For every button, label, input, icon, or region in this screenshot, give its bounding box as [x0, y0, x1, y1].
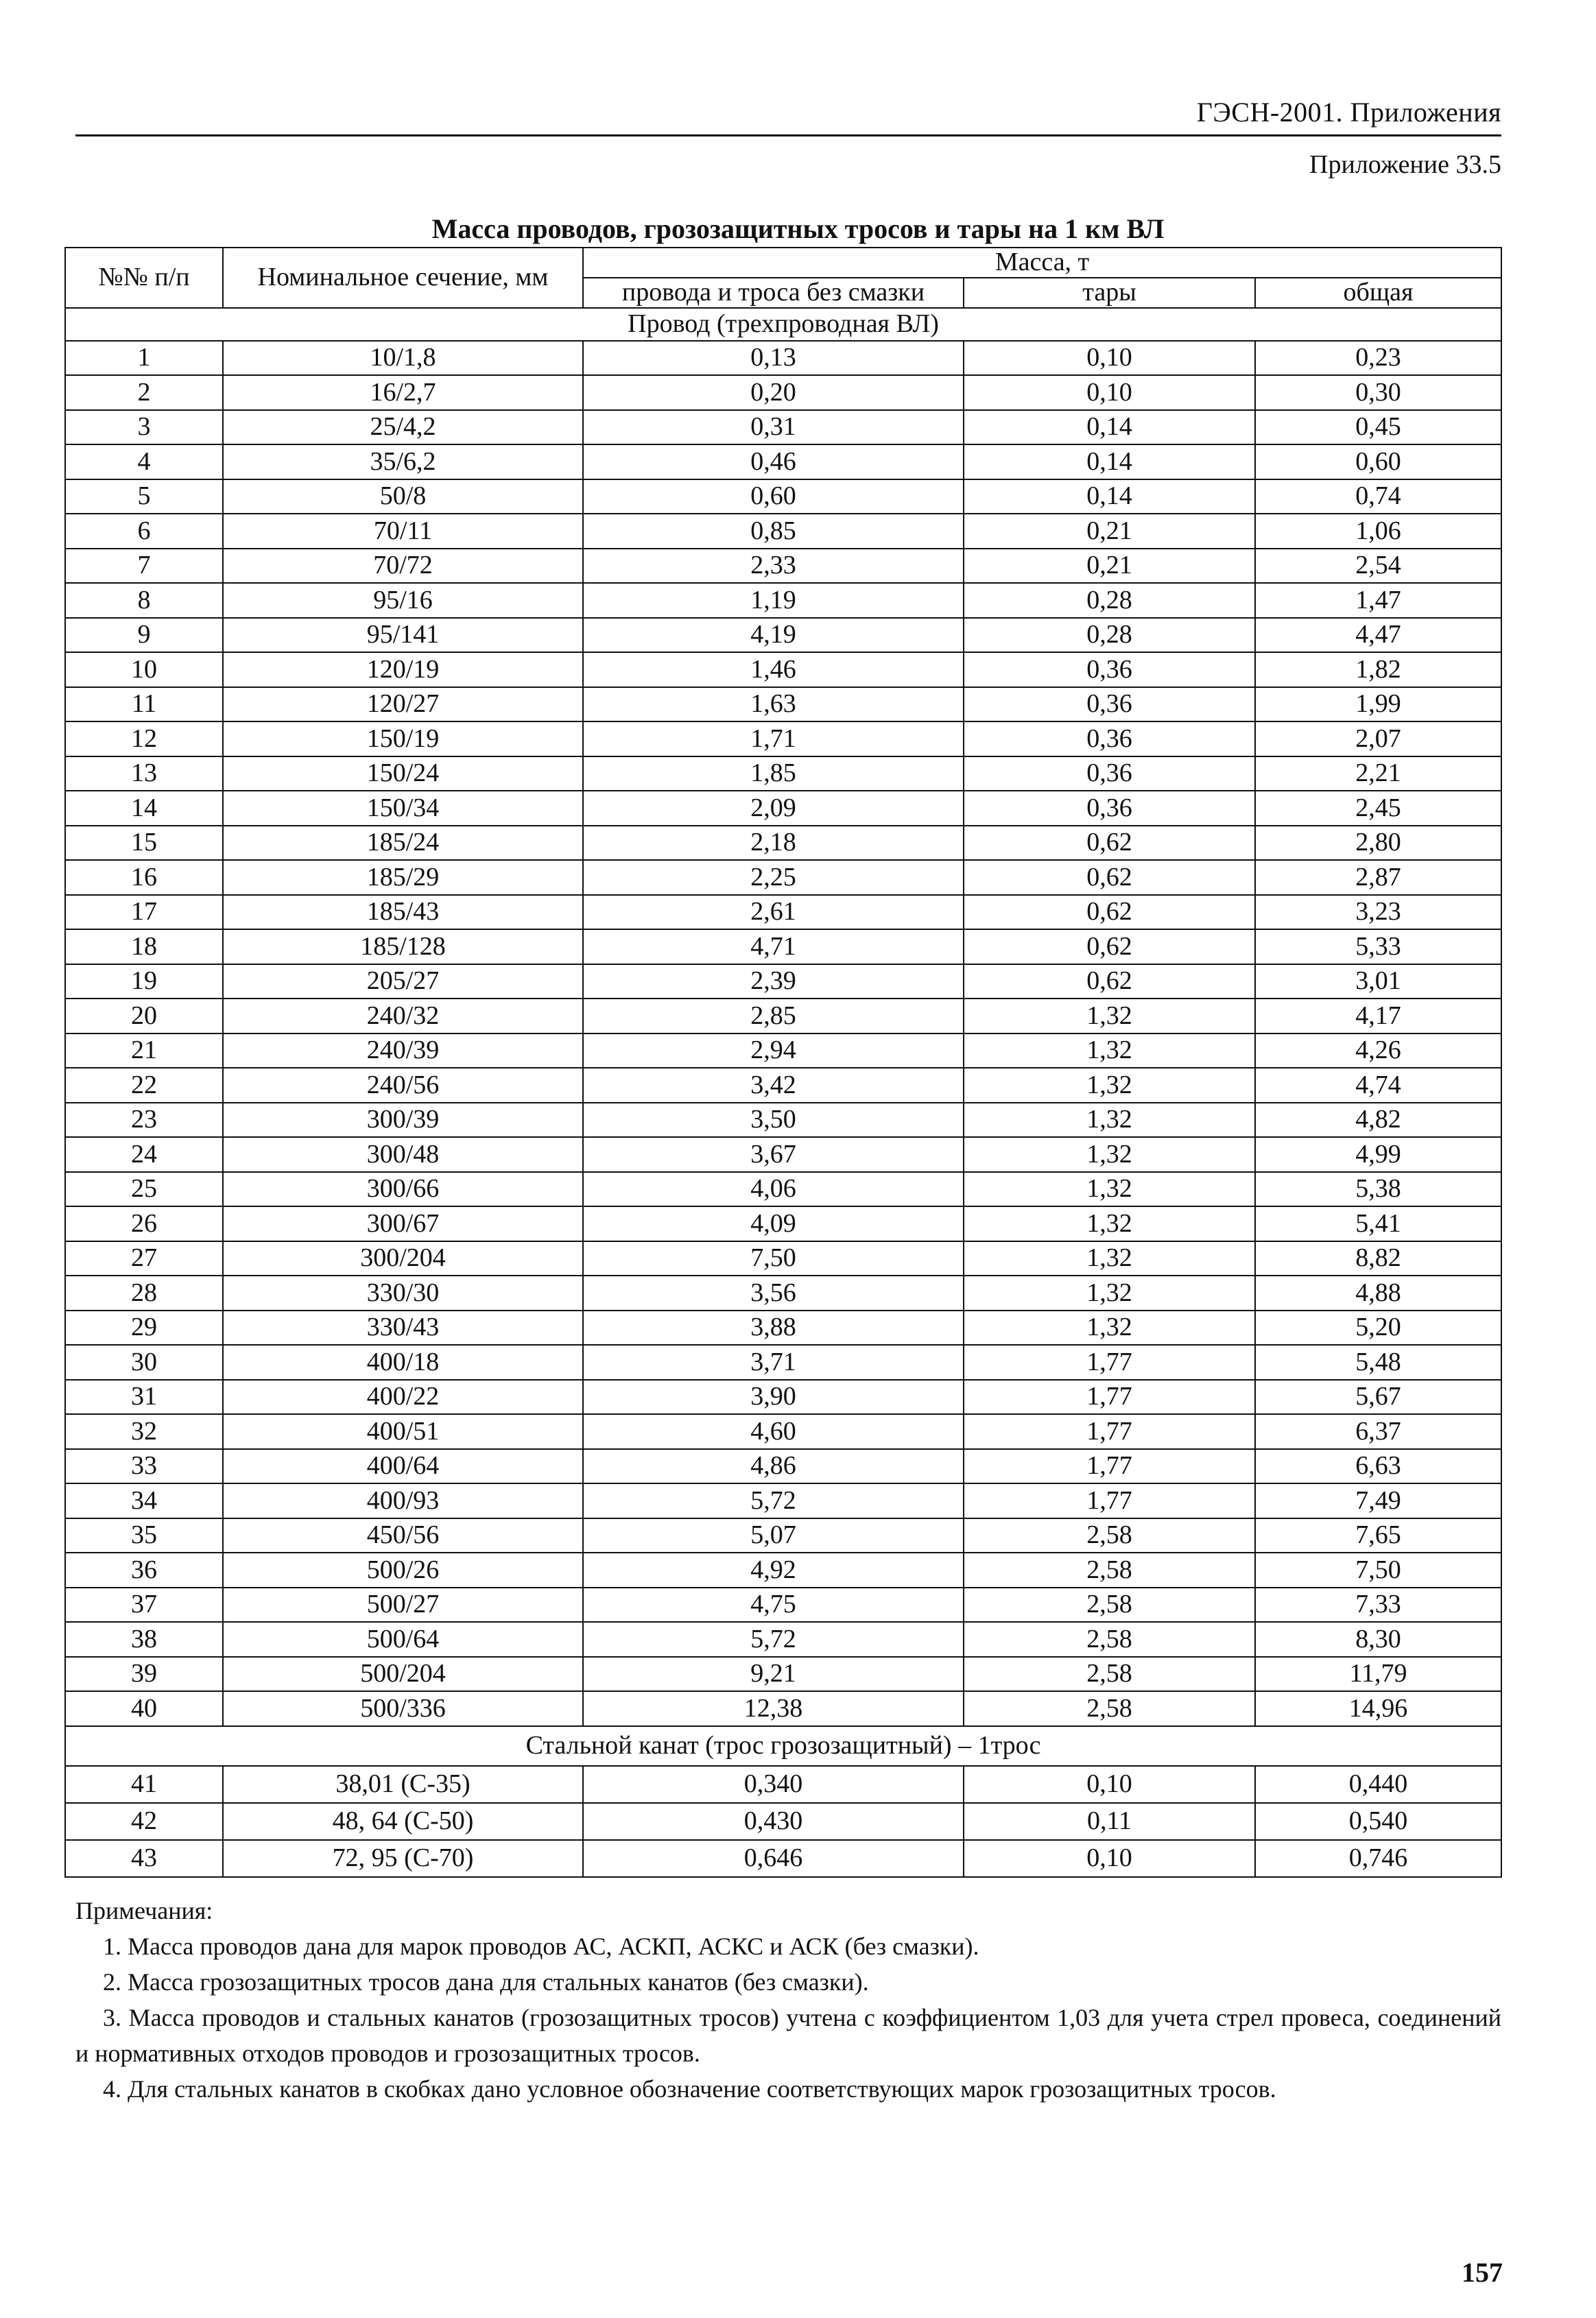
- cell-total-mass: 1,82: [1255, 652, 1501, 687]
- cell-tare-mass: 1,32: [964, 1172, 1255, 1207]
- table-row: [65, 583, 1501, 618]
- cell-wire-mass: 3,67: [583, 1137, 964, 1172]
- table-row: [65, 1380, 1501, 1415]
- cell-tare-mass: 0,28: [964, 618, 1255, 653]
- cell-wire-mass: 5,07: [583, 1518, 964, 1553]
- cell-total-mass: 4,82: [1255, 1103, 1501, 1138]
- table-row: [65, 1840, 1501, 1877]
- cell-tare-mass: 0,62: [964, 860, 1255, 895]
- cell-number: 40: [65, 1691, 223, 1726]
- table-row: [65, 514, 1501, 549]
- cell-tare-mass: 0,62: [964, 826, 1255, 861]
- cell-total-mass: 0,45: [1255, 410, 1501, 445]
- cell-tare-mass: 0,36: [964, 652, 1255, 687]
- cell-total-mass: 6,63: [1255, 1449, 1501, 1484]
- cell-total-mass: 5,41: [1255, 1206, 1501, 1241]
- table-row: [65, 1553, 1501, 1588]
- page-number: 157: [1462, 2257, 1503, 2288]
- table-row: [65, 1068, 1501, 1103]
- table-row: [65, 1172, 1501, 1207]
- cell-total-mass: 4,17: [1255, 999, 1501, 1033]
- cell-tare-mass: 0,62: [964, 929, 1255, 964]
- cell-section: 240/39: [223, 1033, 583, 1068]
- cell-number: 8: [65, 583, 223, 618]
- cell-tare-mass: 1,32: [964, 1276, 1255, 1311]
- cell-wire-mass: 2,09: [583, 791, 964, 826]
- cell-wire-mass: 0,60: [583, 479, 964, 514]
- table-row: [65, 479, 1501, 514]
- cell-tare-mass: 0,10: [964, 1766, 1255, 1803]
- cell-total-mass: 4,99: [1255, 1137, 1501, 1172]
- cell-wire-mass: 4,71: [583, 929, 964, 964]
- cell-tare-mass: 0,11: [964, 1803, 1255, 1840]
- cell-wire-mass: 2,39: [583, 964, 964, 999]
- cell-total-mass: 4,47: [1255, 618, 1501, 653]
- cell-total-mass: 2,54: [1255, 549, 1501, 584]
- table-row: [65, 1311, 1501, 1346]
- cell-total-mass: 0,74: [1255, 479, 1501, 514]
- cell-section: 185/43: [223, 895, 583, 930]
- cell-section: 500/27: [223, 1588, 583, 1623]
- cell-section: 70/11: [223, 514, 583, 549]
- table-row: [65, 929, 1501, 964]
- cell-tare-mass: 0,21: [964, 514, 1255, 549]
- cell-wire-mass: 4,09: [583, 1206, 964, 1241]
- note-item: 3. Масса проводов и стальных канатов (грозозащитных тросов) учтена с коэффициентом 1,03 для учета стрел провеса, соединений и нормативных отходов проводов и грозозащитных тросов.: [75, 2004, 1501, 2067]
- cell-wire-mass: 2,85: [583, 999, 964, 1033]
- cell-tare-mass: 1,77: [964, 1449, 1255, 1484]
- cell-wire-mass: 0,20: [583, 375, 964, 410]
- cell-wire-mass: 5,72: [583, 1483, 964, 1518]
- cell-tare-mass: 1,32: [964, 1241, 1255, 1276]
- cell-wire-mass: 3,56: [583, 1276, 964, 1311]
- cell-total-mass: 2,21: [1255, 756, 1501, 791]
- cell-number: 35: [65, 1518, 223, 1553]
- cell-tare-mass: 0,36: [964, 791, 1255, 826]
- cell-number: 34: [65, 1483, 223, 1518]
- note-item: 1. Масса проводов дана для марок проводов АС, АСКП, АСКС и АСК (без смазки).: [103, 1933, 979, 1960]
- cell-total-mass: 5,67: [1255, 1380, 1501, 1415]
- table-row: [65, 375, 1501, 410]
- cell-total-mass: 5,48: [1255, 1345, 1501, 1380]
- cell-number: 6: [65, 514, 223, 549]
- steel-rope-section: [65, 1726, 1501, 1877]
- cell-section: 500/336: [223, 1691, 583, 1726]
- cell-section: 120/19: [223, 652, 583, 687]
- cell-total-mass: 2,07: [1255, 721, 1501, 756]
- cell-tare-mass: 0,36: [964, 756, 1255, 791]
- cell-section: 500/64: [223, 1622, 583, 1657]
- cell-section: 300/66: [223, 1172, 583, 1207]
- cell-number: 29: [65, 1311, 223, 1346]
- column-header-section: Номинальное сечение, мм: [223, 248, 583, 308]
- table-row: [65, 826, 1501, 861]
- table-row: [65, 999, 1501, 1033]
- cell-tare-mass: 1,32: [964, 1033, 1255, 1068]
- cell-tare-mass: 2,58: [964, 1622, 1255, 1657]
- cell-number: 32: [65, 1414, 223, 1449]
- cell-section: 70/72: [223, 549, 583, 584]
- cell-wire-mass: 0,85: [583, 514, 964, 549]
- cell-number: 23: [65, 1103, 223, 1138]
- table-row: [65, 1622, 1501, 1657]
- cell-wire-mass: 1,63: [583, 687, 964, 722]
- cell-tare-mass: 0,10: [964, 341, 1255, 376]
- appendix-label: Приложение 33.5: [1309, 150, 1501, 179]
- table-row: [65, 791, 1501, 826]
- table-row: [65, 1276, 1501, 1311]
- table-row: [65, 1449, 1501, 1484]
- cell-section: 300/67: [223, 1206, 583, 1241]
- cell-total-mass: 11,79: [1255, 1657, 1501, 1692]
- cell-wire-mass: 4,06: [583, 1172, 964, 1207]
- cell-number: 38: [65, 1622, 223, 1657]
- cell-section: 400/93: [223, 1483, 583, 1518]
- cell-total-mass: 0,23: [1255, 341, 1501, 376]
- table-row: [65, 895, 1501, 930]
- cell-total-mass: 6,37: [1255, 1414, 1501, 1449]
- cell-number: 41: [65, 1766, 223, 1803]
- cell-total-mass: 0,60: [1255, 444, 1501, 479]
- cell-number: 1: [65, 341, 223, 376]
- cell-total-mass: 8,30: [1255, 1622, 1501, 1657]
- cell-total-mass: 8,82: [1255, 1241, 1501, 1276]
- cell-tare-mass: 1,32: [964, 1137, 1255, 1172]
- cell-number: 43: [65, 1840, 223, 1877]
- cell-tare-mass: 0,10: [964, 375, 1255, 410]
- cell-number: 22: [65, 1068, 223, 1103]
- cell-wire-mass: 0,31: [583, 410, 964, 445]
- table-row: [65, 618, 1501, 653]
- table-row: [65, 964, 1501, 999]
- cell-tare-mass: 1,32: [964, 1206, 1255, 1241]
- cell-number: 37: [65, 1588, 223, 1623]
- cell-wire-mass: 3,71: [583, 1345, 964, 1380]
- cell-total-mass: 2,87: [1255, 860, 1501, 895]
- cell-number: 5: [65, 479, 223, 514]
- table-row: [65, 1206, 1501, 1241]
- cell-total-mass: 0,30: [1255, 375, 1501, 410]
- cell-wire-mass: 3,50: [583, 1103, 964, 1138]
- cell-total-mass: 4,26: [1255, 1033, 1501, 1068]
- cell-total-mass: 0,746: [1255, 1840, 1501, 1877]
- table-row: [65, 652, 1501, 687]
- cell-section: 300/204: [223, 1241, 583, 1276]
- cell-wire-mass: 0,46: [583, 444, 964, 479]
- table-title: Масса проводов, грозозащитных тросов и тары на 1 км ВЛ: [431, 213, 1165, 244]
- cell-tare-mass: 1,32: [964, 1311, 1255, 1346]
- cell-number: 24: [65, 1137, 223, 1172]
- table-row: [65, 1033, 1501, 1068]
- cell-tare-mass: 0,14: [964, 410, 1255, 445]
- cell-wire-mass: 2,94: [583, 1033, 964, 1068]
- table-row: [65, 1691, 1501, 1726]
- cell-tare-mass: 0,21: [964, 549, 1255, 584]
- cell-section: 400/22: [223, 1380, 583, 1415]
- cell-wire-mass: 0,340: [583, 1766, 964, 1803]
- cell-number: 11: [65, 687, 223, 722]
- cell-section: 25/4,2: [223, 410, 583, 445]
- cell-wire-mass: 1,85: [583, 756, 964, 791]
- cell-tare-mass: 0,36: [964, 687, 1255, 722]
- cell-number: 20: [65, 999, 223, 1033]
- mass-table: [64, 247, 1502, 1878]
- cell-section: 150/24: [223, 756, 583, 791]
- cell-tare-mass: 1,77: [964, 1380, 1255, 1415]
- cell-section: 150/34: [223, 791, 583, 826]
- cell-section: 240/56: [223, 1068, 583, 1103]
- table-row: [65, 444, 1501, 479]
- cell-number: 16: [65, 860, 223, 895]
- cell-total-mass: 2,45: [1255, 791, 1501, 826]
- table-row: [65, 549, 1501, 584]
- cell-wire-mass: 0,13: [583, 341, 964, 376]
- cell-wire-mass: 3,42: [583, 1068, 964, 1103]
- cell-section: 240/32: [223, 999, 583, 1033]
- column-header-total-mass: общая: [1255, 278, 1501, 308]
- wires-section: [65, 308, 1501, 1726]
- cell-number: 19: [65, 964, 223, 999]
- cell-number: 26: [65, 1206, 223, 1241]
- cell-wire-mass: 0,430: [583, 1803, 964, 1840]
- notes-heading: Примечания:: [75, 1897, 213, 1924]
- cell-number: 14: [65, 791, 223, 826]
- table-row: [65, 1803, 1501, 1840]
- cell-tare-mass: 1,32: [964, 999, 1255, 1033]
- cell-number: 31: [65, 1380, 223, 1415]
- cell-total-mass: 7,50: [1255, 1553, 1501, 1588]
- cell-tare-mass: 1,77: [964, 1345, 1255, 1380]
- cell-total-mass: 3,23: [1255, 895, 1501, 930]
- table-row: [65, 1103, 1501, 1138]
- cell-number: 21: [65, 1033, 223, 1068]
- cell-section: 185/29: [223, 860, 583, 895]
- cell-section: 35/6,2: [223, 444, 583, 479]
- cell-section: 48, 64 (С-50): [223, 1803, 583, 1840]
- cell-wire-mass: 3,88: [583, 1311, 964, 1346]
- cell-tare-mass: 0,14: [964, 444, 1255, 479]
- table-row: [65, 860, 1501, 895]
- table-row: [65, 1483, 1501, 1518]
- cell-total-mass: 0,440: [1255, 1766, 1501, 1803]
- cell-wire-mass: 0,646: [583, 1840, 964, 1877]
- cell-tare-mass: 1,77: [964, 1414, 1255, 1449]
- cell-tare-mass: 2,58: [964, 1657, 1255, 1692]
- cell-wire-mass: 5,72: [583, 1622, 964, 1657]
- cell-number: 30: [65, 1345, 223, 1380]
- cell-wire-mass: 4,60: [583, 1414, 964, 1449]
- cell-tare-mass: 2,58: [964, 1691, 1255, 1726]
- column-header-tare-mass: тары: [964, 278, 1255, 308]
- cell-total-mass: 0,540: [1255, 1803, 1501, 1840]
- cell-tare-mass: 1,77: [964, 1483, 1255, 1518]
- cell-total-mass: 3,01: [1255, 964, 1501, 999]
- cell-number: 17: [65, 895, 223, 930]
- cell-section: 300/39: [223, 1103, 583, 1138]
- cell-section: 400/51: [223, 1414, 583, 1449]
- header-divider: [75, 134, 1501, 136]
- cell-number: 15: [65, 826, 223, 861]
- cell-section: 150/19: [223, 721, 583, 756]
- cell-wire-mass: 4,92: [583, 1553, 964, 1588]
- cell-total-mass: 5,20: [1255, 1311, 1501, 1346]
- cell-total-mass: 7,33: [1255, 1588, 1501, 1623]
- note-item: 4. Для стальных канатов в скобках дано условное обозначение соответствующих марок грозозащитных тросов.: [103, 2075, 1276, 2103]
- table-row: [65, 1414, 1501, 1449]
- cell-section: 330/43: [223, 1311, 583, 1346]
- cell-wire-mass: 3,90: [583, 1380, 964, 1415]
- cell-total-mass: 1,47: [1255, 583, 1501, 618]
- cell-section: 185/128: [223, 929, 583, 964]
- cell-section: 50/8: [223, 479, 583, 514]
- cell-tare-mass: 0,36: [964, 721, 1255, 756]
- cell-wire-mass: 12,38: [583, 1691, 964, 1726]
- table-row: [65, 1766, 1501, 1803]
- cell-number: 4: [65, 444, 223, 479]
- table-row: [65, 341, 1501, 376]
- cell-section: 500/26: [223, 1553, 583, 1588]
- table-row: [65, 1137, 1501, 1172]
- cell-total-mass: 4,88: [1255, 1276, 1501, 1311]
- cell-tare-mass: 2,58: [964, 1518, 1255, 1553]
- section-heading-wires: Провод (трехпроводная ВЛ): [65, 308, 1501, 341]
- cell-total-mass: 14,96: [1255, 1691, 1501, 1726]
- cell-tare-mass: 2,58: [964, 1588, 1255, 1623]
- note-item: 2. Масса грозозащитных тросов дана для стальных канатов (без смазки).: [103, 1968, 869, 1996]
- cell-number: 27: [65, 1241, 223, 1276]
- cell-section: 120/27: [223, 687, 583, 722]
- cell-wire-mass: 1,46: [583, 652, 964, 687]
- cell-section: 330/30: [223, 1276, 583, 1311]
- table-row: [65, 410, 1501, 445]
- cell-number: 39: [65, 1657, 223, 1692]
- cell-number: 12: [65, 721, 223, 756]
- cell-section: 38,01 (С-35): [223, 1766, 583, 1803]
- notes-block: [75, 1893, 1501, 2107]
- cell-total-mass: 2,80: [1255, 826, 1501, 861]
- cell-wire-mass: 2,61: [583, 895, 964, 930]
- cell-total-mass: 4,74: [1255, 1068, 1501, 1103]
- cell-section: 16/2,7: [223, 375, 583, 410]
- table-row: [65, 1518, 1501, 1553]
- table-row: [65, 1241, 1501, 1276]
- cell-total-mass: 1,99: [1255, 687, 1501, 722]
- cell-section: 500/204: [223, 1657, 583, 1692]
- cell-tare-mass: 2,58: [964, 1553, 1255, 1588]
- cell-total-mass: 1,06: [1255, 514, 1501, 549]
- table-row: [65, 721, 1501, 756]
- cell-number: 18: [65, 929, 223, 964]
- document-header-title: ГЭСН-2001. Приложения: [1196, 97, 1501, 128]
- cell-wire-mass: 1,19: [583, 583, 964, 618]
- cell-number: 33: [65, 1449, 223, 1484]
- cell-number: 9: [65, 618, 223, 653]
- cell-number: 10: [65, 652, 223, 687]
- cell-section: 300/48: [223, 1137, 583, 1172]
- cell-number: 36: [65, 1553, 223, 1588]
- table-row: [65, 1588, 1501, 1623]
- cell-tare-mass: 0,62: [964, 964, 1255, 999]
- table-row: [65, 756, 1501, 791]
- section-heading-steel-rope: Стальной канат (трос грозозащитный) – 1трос: [65, 1726, 1501, 1766]
- cell-section: 205/27: [223, 964, 583, 999]
- cell-wire-mass: 1,71: [583, 721, 964, 756]
- cell-wire-mass: 2,25: [583, 860, 964, 895]
- cell-section: 400/64: [223, 1449, 583, 1484]
- cell-tare-mass: 0,14: [964, 479, 1255, 514]
- column-header-number: №№ п/п: [65, 248, 223, 308]
- cell-tare-mass: 0,28: [964, 583, 1255, 618]
- cell-number: 3: [65, 410, 223, 445]
- cell-number: 7: [65, 549, 223, 584]
- cell-total-mass: 5,33: [1255, 929, 1501, 964]
- table-row: [65, 1657, 1501, 1692]
- cell-wire-mass: 4,86: [583, 1449, 964, 1484]
- cell-wire-mass: 4,19: [583, 618, 964, 653]
- cell-section: 95/141: [223, 618, 583, 653]
- cell-number: 25: [65, 1172, 223, 1207]
- cell-section: 450/56: [223, 1518, 583, 1553]
- cell-total-mass: 7,65: [1255, 1518, 1501, 1553]
- cell-tare-mass: 1,32: [964, 1068, 1255, 1103]
- column-header-mass: Масса, т: [583, 248, 1501, 278]
- table-row: [65, 1345, 1501, 1380]
- cell-total-mass: 7,49: [1255, 1483, 1501, 1518]
- cell-section: 95/16: [223, 583, 583, 618]
- cell-section: 400/18: [223, 1345, 583, 1380]
- cell-number: 42: [65, 1803, 223, 1840]
- table-row: [65, 687, 1501, 722]
- cell-tare-mass: 0,62: [964, 895, 1255, 930]
- cell-tare-mass: 1,32: [964, 1103, 1255, 1138]
- cell-number: 13: [65, 756, 223, 791]
- cell-wire-mass: 4,75: [583, 1588, 964, 1623]
- cell-section: 72, 95 (С-70): [223, 1840, 583, 1877]
- cell-wire-mass: 2,18: [583, 826, 964, 861]
- cell-wire-mass: 7,50: [583, 1241, 964, 1276]
- cell-total-mass: 5,38: [1255, 1172, 1501, 1207]
- cell-number: 28: [65, 1276, 223, 1311]
- cell-wire-mass: 2,33: [583, 549, 964, 584]
- cell-section: 10/1,8: [223, 341, 583, 376]
- column-header-wire-mass: провода и троса без смазки: [583, 278, 964, 308]
- cell-section: 185/24: [223, 826, 583, 861]
- cell-wire-mass: 9,21: [583, 1657, 964, 1692]
- cell-tare-mass: 0,10: [964, 1840, 1255, 1877]
- cell-number: 2: [65, 375, 223, 410]
